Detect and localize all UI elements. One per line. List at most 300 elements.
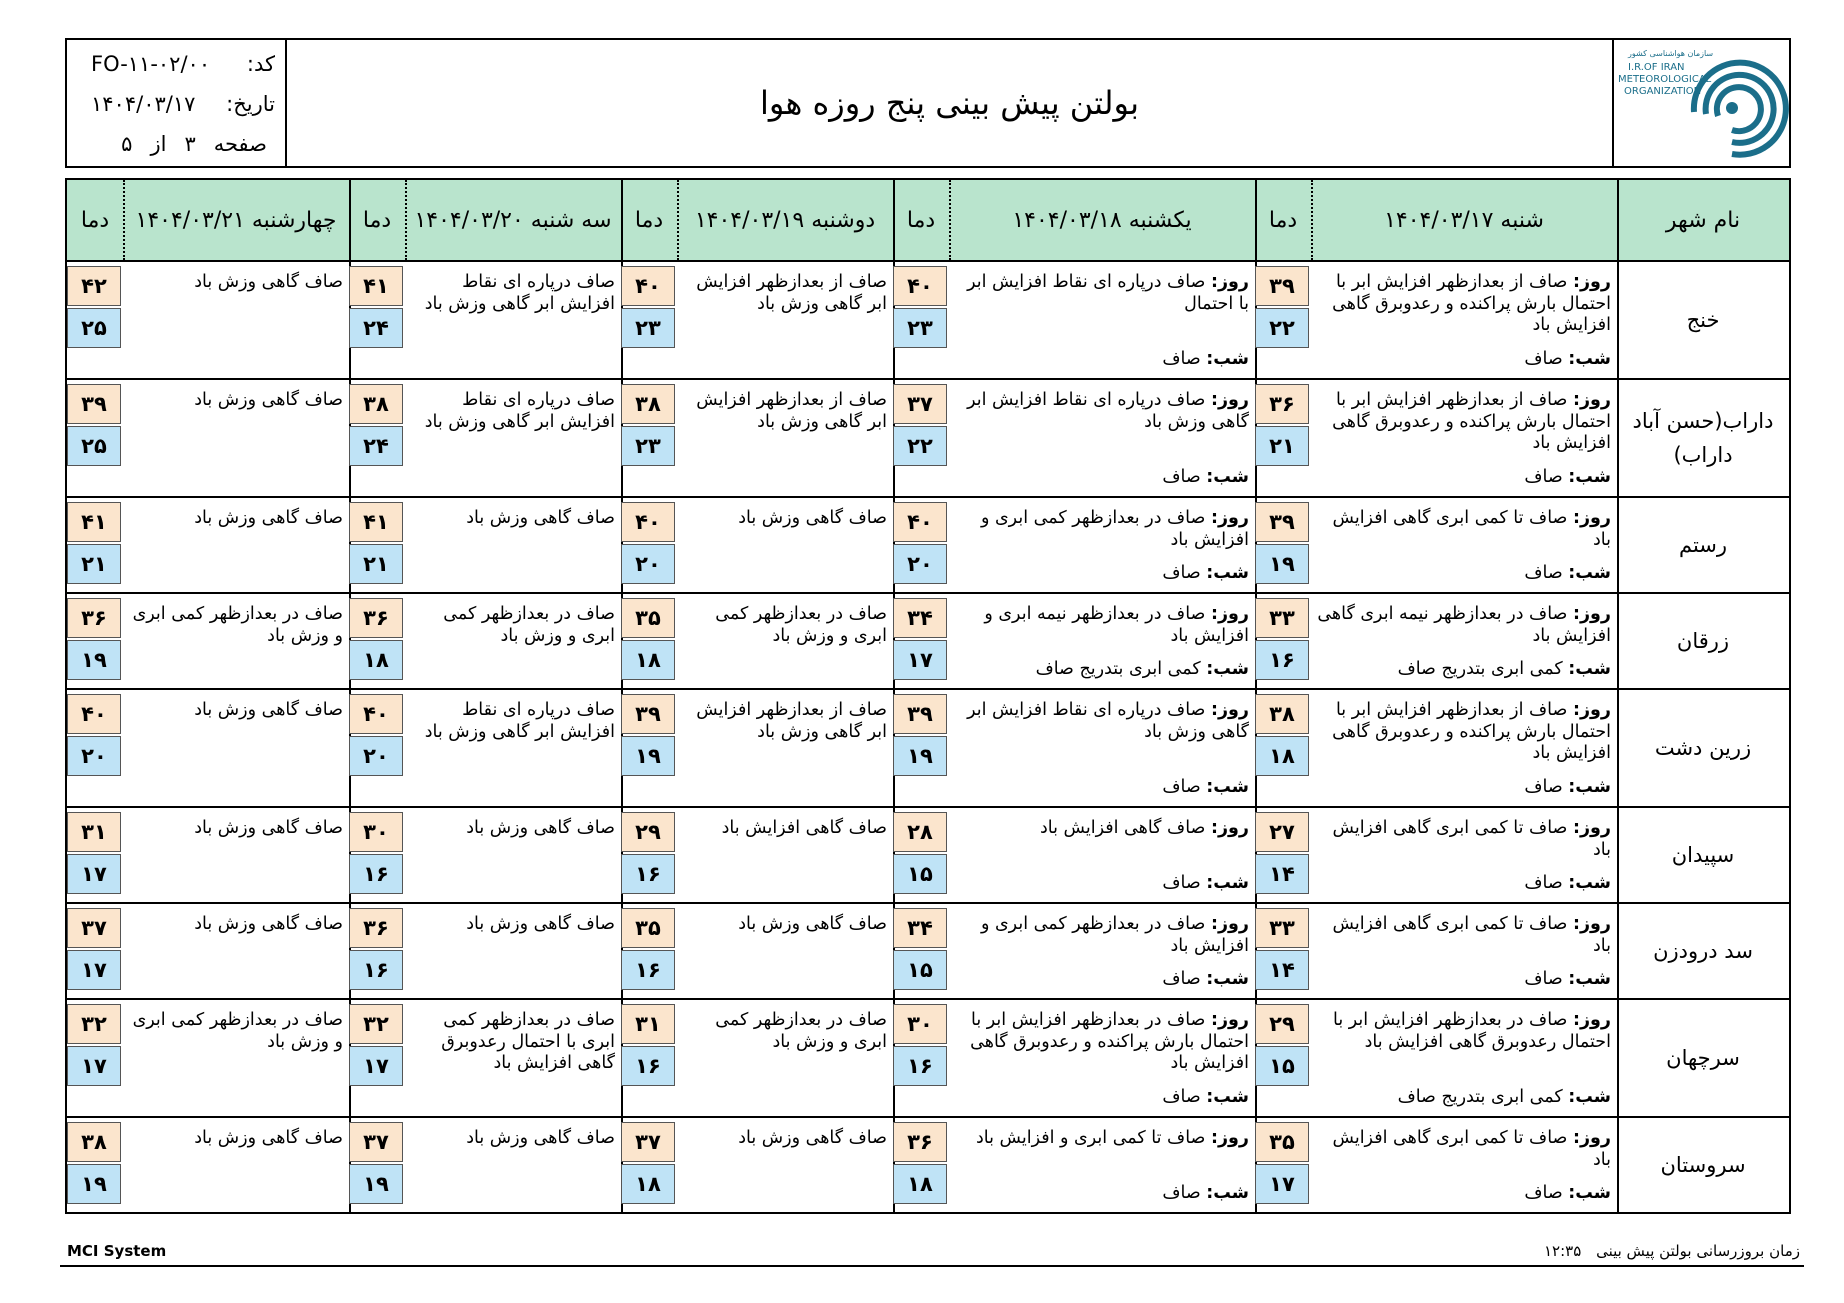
night-forecast — [953, 1087, 1249, 1109]
night-label: شب: — [1568, 562, 1611, 583]
min-temp: ۱۴ — [1255, 950, 1309, 990]
header-dotted-divider — [123, 180, 125, 260]
night-forecast — [1315, 1183, 1611, 1205]
day-label: روز: — [1572, 390, 1611, 410]
footer-update — [1544, 1242, 1800, 1260]
forecast-text: صاف درپاره ای نقاط افزایش ابر گاهی وزش باد — [424, 272, 615, 314]
row-divider — [1617, 498, 1619, 592]
page-of: از — [150, 132, 167, 156]
night-forecast — [953, 777, 1249, 799]
max-temp: ۴۰ — [621, 502, 675, 542]
max-temp: ۲۸ — [893, 812, 947, 852]
city-name: رستم — [1678, 533, 1728, 557]
day-forecast — [953, 914, 1249, 957]
night-forecast-text: صاف — [1524, 872, 1563, 893]
city-name: سرچهان — [1666, 1046, 1740, 1070]
header-temp: دما — [362, 207, 392, 233]
max-temp: ۳۵ — [621, 908, 675, 948]
max-temp: ۳۳ — [1255, 598, 1309, 638]
logo-text-iran: I.R.OF IRAN — [1628, 62, 1685, 73]
night-forecast-text: صاف — [1162, 1086, 1201, 1107]
night-label: شب: — [1568, 776, 1611, 797]
forecast-text: صاف گاهی وزش باد — [194, 390, 343, 410]
night-label: شب: — [1568, 968, 1611, 989]
max-temp: ۳۹ — [67, 384, 121, 424]
day-forecast — [1315, 508, 1611, 551]
day-forecast-text: صاف تا کمی ابری و افزایش باد — [975, 1128, 1206, 1148]
night-forecast-text: صاف — [1524, 776, 1563, 797]
code-row — [85, 52, 275, 76]
city-name: سد درودزن — [1653, 939, 1753, 963]
max-temp: ۴۲ — [67, 266, 121, 306]
forecast-text: صاف در بعدازظهر کمی ابری و وزش باد — [132, 1010, 343, 1052]
min-temp: ۱۶ — [621, 950, 675, 990]
night-label: شب: — [1568, 872, 1611, 893]
min-temp: ۱۹ — [893, 736, 947, 776]
day-forecast — [1315, 914, 1611, 957]
max-temp: ۳۰ — [893, 1004, 947, 1044]
night-forecast-text: صاف — [1524, 1182, 1563, 1203]
min-temp: ۲۰ — [67, 736, 121, 776]
day-label: روز: — [1210, 390, 1249, 410]
header-day-1: شنبه ۱۴۰۴/۰۳/۱۷ — [1384, 207, 1544, 233]
header-temp: دما — [80, 207, 110, 233]
max-temp: ۳۹ — [893, 694, 947, 734]
night-forecast-text: صاف — [1162, 466, 1201, 487]
night-forecast-text: صاف — [1524, 968, 1563, 989]
min-temp: ۱۴ — [1255, 854, 1309, 894]
day-label: روز: — [1210, 272, 1249, 292]
night-forecast — [953, 467, 1249, 489]
day-label: روز: — [1210, 1128, 1249, 1148]
row-divider — [1617, 262, 1619, 378]
night-forecast — [953, 349, 1249, 371]
table-row — [67, 594, 1789, 690]
forecast-text: صاف گاهی وزش باد — [194, 508, 343, 528]
page-indicator — [77, 132, 277, 156]
night-forecast-text: صاف — [1162, 968, 1201, 989]
document-meta — [67, 40, 287, 166]
header-dotted-divider — [677, 180, 679, 260]
night-forecast-text: صاف — [1162, 872, 1201, 893]
forecast-text: صاف در بعدازظهر کمی ابری با احتمال رعدوبرق گاهی افزایش باد — [441, 1010, 615, 1073]
max-temp: ۳۷ — [893, 384, 947, 424]
forecast-text: صاف گاهی وزش باد — [194, 700, 343, 720]
forecast-text: صاف گاهی وزش باد — [194, 818, 343, 838]
min-temp: ۲۰ — [893, 544, 947, 584]
night-forecast — [953, 873, 1249, 895]
day-forecast-text: صاف از بعدازظهر افزایش ابر با احتمال بارش پراکنده و رعدوبرق گاهی افزایش باد — [1332, 272, 1611, 335]
min-temp: ۱۷ — [67, 854, 121, 894]
header-temp: دما — [1268, 207, 1298, 233]
night-label: شب: — [1568, 348, 1611, 369]
forecast-text: صاف گاهی وزش باد — [194, 272, 343, 292]
forecast-text: صاف از بعدازظهر افزایش ابر گاهی وزش باد — [696, 272, 887, 314]
city-name: سپیدان — [1671, 843, 1735, 867]
forecast-text: صاف گاهی وزش باد — [466, 508, 615, 528]
min-temp: ۱۶ — [621, 854, 675, 894]
forecast-text: صاف درپاره ای نقاط افزایش ابر گاهی وزش باد — [424, 700, 615, 742]
night-forecast-text: صاف — [1524, 348, 1563, 369]
min-temp: ۱۶ — [349, 950, 403, 990]
table-row — [67, 1118, 1789, 1212]
header-dotted-divider — [949, 180, 951, 260]
day-label: روز: — [1210, 914, 1249, 934]
day-label: روز: — [1210, 604, 1249, 624]
max-temp: ۳۹ — [621, 694, 675, 734]
max-temp: ۳۶ — [893, 1122, 947, 1162]
page-title: بولتن پیش بینی پنج روزه هوا — [760, 84, 1139, 122]
day-forecast — [953, 818, 1249, 840]
max-temp: ۴۱ — [349, 502, 403, 542]
night-forecast — [1315, 349, 1611, 371]
page-total: ۵ — [121, 132, 133, 156]
max-temp: ۴۱ — [67, 502, 121, 542]
day-forecast — [953, 390, 1249, 433]
day-forecast-text: صاف تا کمی ابری گاهی افزایش باد — [1332, 508, 1611, 550]
max-temp: ۴۰ — [621, 266, 675, 306]
table-header — [67, 180, 1789, 262]
min-temp: ۱۸ — [621, 640, 675, 680]
day-forecast — [1315, 818, 1611, 861]
max-temp: ۳۸ — [1255, 694, 1309, 734]
day-forecast-text: صاف در بعدازظهر نیمه ابری گاهی افزایش باد — [1317, 604, 1611, 646]
night-label: شب: — [1206, 968, 1249, 989]
min-temp: ۲۴ — [349, 426, 403, 466]
date-label: تاریخ: — [226, 92, 275, 116]
day-forecast-text: صاف درپاره ای نقاط افزایش ابر گاهی وزش باد — [967, 700, 1249, 742]
forecast-text: صاف گاهی وزش باد — [738, 1128, 887, 1148]
day-forecast-text: صاف گاهی افزایش باد — [1039, 818, 1206, 838]
logo-emblem-icon — [1614, 40, 1789, 166]
min-temp: ۲۳ — [621, 308, 675, 348]
night-forecast-text: کمی ابری بتدریج صاف — [1035, 658, 1201, 679]
forecast-text: صاف در بعدازظهر کمی ابری و وزش باد — [715, 1010, 887, 1052]
day-label: روز: — [1572, 1128, 1611, 1148]
forecast-text: صاف در بعدازظهر کمی ابری و وزش باد — [715, 604, 887, 646]
city-name: داراب(حسن آباد داراب) — [1632, 409, 1774, 467]
header-divider — [349, 180, 351, 260]
footer-system: MCI System — [67, 1242, 167, 1260]
max-temp: ۴۰ — [349, 694, 403, 734]
min-temp: ۲۰ — [349, 736, 403, 776]
min-temp: ۲۱ — [1255, 426, 1309, 466]
min-temp: ۱۷ — [67, 950, 121, 990]
header-divider — [1255, 180, 1257, 260]
day-forecast-text: صاف در بعدازظهر افزایش ابر با احتمال رعدوبرق گاهی افزایش باد — [1333, 1010, 1611, 1052]
day-label: روز: — [1572, 700, 1611, 720]
forecast-text: صاف گاهی افزایش باد — [721, 818, 887, 838]
city-name: زرقان — [1676, 629, 1730, 653]
row-divider — [1617, 904, 1619, 998]
forecast-text: صاف درپاره ای نقاط افزایش ابر گاهی وزش باد — [424, 390, 615, 432]
max-temp: ۳۷ — [67, 908, 121, 948]
min-temp: ۱۶ — [621, 1046, 675, 1086]
max-temp: ۳۶ — [349, 908, 403, 948]
night-label: شب: — [1206, 466, 1249, 487]
night-forecast — [1315, 1087, 1611, 1109]
min-temp: ۱۶ — [893, 1046, 947, 1086]
table-row — [67, 1000, 1789, 1118]
max-temp: ۴۰ — [893, 502, 947, 542]
day-forecast-text: صاف درپاره ای نقاط افزایش ابر با احتمال — [967, 272, 1249, 314]
max-temp: ۳۶ — [1255, 384, 1309, 424]
day-forecast — [953, 1128, 1249, 1150]
night-forecast-text: صاف — [1162, 348, 1201, 369]
min-temp: ۱۹ — [1255, 544, 1309, 584]
day-forecast-text: صاف در بعدازظهر کمی ابری و افزایش باد — [980, 914, 1249, 956]
night-label: شب: — [1568, 658, 1611, 679]
city-name: خنج — [1686, 308, 1720, 332]
header-city: نام شهر — [1665, 207, 1741, 233]
day-label: روز: — [1572, 1010, 1611, 1030]
header-dotted-divider — [405, 180, 407, 260]
day-forecast-text: صاف از بعدازظهر افزایش ابر با احتمال بارش پراکنده و رعدوبرق گاهی افزایش باد — [1332, 700, 1611, 763]
day-label: روز: — [1572, 604, 1611, 624]
day-forecast — [1315, 1010, 1611, 1053]
min-temp: ۱۸ — [349, 640, 403, 680]
min-temp: ۲۴ — [349, 308, 403, 348]
row-divider — [1617, 808, 1619, 902]
day-label: روز: — [1572, 818, 1611, 838]
header-day-5: چهارشنبه ۱۴۰۴/۰۳/۲۱ — [135, 207, 337, 233]
organization-logo — [1612, 40, 1789, 166]
night-forecast — [1315, 873, 1611, 895]
night-forecast — [953, 659, 1249, 681]
max-temp: ۳۸ — [349, 384, 403, 424]
min-temp: ۱۹ — [349, 1164, 403, 1204]
header-divider — [1617, 180, 1619, 260]
max-temp: ۳۵ — [621, 598, 675, 638]
night-label: شب: — [1568, 1086, 1611, 1107]
night-label: شب: — [1206, 1182, 1249, 1203]
row-divider — [1617, 594, 1619, 688]
forecast-text: صاف گاهی وزش باد — [194, 914, 343, 934]
day-forecast-text: صاف در بعدازظهر کمی ابری و افزایش باد — [980, 508, 1249, 550]
header-temp: دما — [906, 207, 936, 233]
max-temp: ۳۹ — [1255, 502, 1309, 542]
day-label: روز: — [1572, 508, 1611, 528]
day-forecast — [953, 508, 1249, 551]
footer-update-label: زمان بروزرسانی بولتن پیش بینی — [1596, 1242, 1800, 1260]
min-temp: ۱۷ — [349, 1046, 403, 1086]
forecast-text: صاف گاهی وزش باد — [194, 1128, 343, 1148]
footer-divider — [60, 1265, 1804, 1267]
min-temp: ۱۹ — [67, 640, 121, 680]
max-temp: ۲۹ — [1255, 1004, 1309, 1044]
night-forecast — [1315, 467, 1611, 489]
max-temp: ۳۰ — [349, 812, 403, 852]
forecast-text: صاف گاهی وزش باد — [466, 818, 615, 838]
max-temp: ۳۴ — [893, 908, 947, 948]
max-temp: ۴۰ — [67, 694, 121, 734]
night-forecast — [1315, 659, 1611, 681]
max-temp: ۳۴ — [893, 598, 947, 638]
max-temp: ۳۶ — [67, 598, 121, 638]
code-label: کد: — [246, 52, 275, 76]
night-forecast — [1315, 563, 1611, 585]
min-temp: ۱۶ — [1255, 640, 1309, 680]
forecast-text: صاف از بعدازظهر افزایش ابر گاهی وزش باد — [696, 390, 887, 432]
max-temp: ۳۲ — [349, 1004, 403, 1044]
header-day-4: سه شنبه ۱۴۰۴/۰۳/۲۰ — [414, 207, 612, 233]
max-temp: ۲۷ — [1255, 812, 1309, 852]
night-label: شب: — [1206, 348, 1249, 369]
day-label: روز: — [1210, 1010, 1249, 1030]
day-forecast-text: صاف در بعدازظهر افزایش ابر با احتمال بارش پراکنده و رعدوبرق گاهی افزایش باد — [970, 1010, 1249, 1073]
max-temp: ۳۱ — [621, 1004, 675, 1044]
max-temp: ۳۶ — [349, 598, 403, 638]
night-label: شب: — [1206, 562, 1249, 583]
table-body — [67, 262, 1789, 1212]
night-forecast-text: صاف — [1162, 776, 1201, 797]
max-temp: ۳۲ — [67, 1004, 121, 1044]
day-forecast-text: صاف تا کمی ابری گاهی افزایش باد — [1332, 914, 1611, 956]
row-divider — [1617, 690, 1619, 806]
date-row — [85, 92, 275, 116]
header-day-2: یکشنبه ۱۴۰۴/۰۳/۱۸ — [1012, 207, 1192, 233]
logo-text-meteorological: METEOROLOGICAL — [1618, 74, 1712, 85]
night-label: شب: — [1568, 1182, 1611, 1203]
day-forecast — [1315, 604, 1611, 647]
min-temp: ۲۲ — [893, 426, 947, 466]
day-forecast-text: صاف درپاره ای نقاط افزایش ابر گاهی وزش باد — [967, 390, 1249, 432]
night-forecast-text: صاف — [1162, 562, 1201, 583]
min-temp: ۲۵ — [67, 308, 121, 348]
day-label: روز: — [1572, 272, 1611, 292]
min-temp: ۲۰ — [621, 544, 675, 584]
night-forecast-text: کمی ابری بتدریج صاف — [1397, 658, 1563, 679]
page-current: ۳ — [184, 132, 196, 156]
row-divider — [1617, 1000, 1619, 1116]
min-temp: ۱۸ — [621, 1164, 675, 1204]
logo-text-fa: سازمان هواشناسی کشور — [1628, 49, 1714, 58]
min-temp: ۱۹ — [67, 1164, 121, 1204]
table-row — [67, 380, 1789, 498]
night-forecast — [1315, 969, 1611, 991]
night-forecast-text: کمی ابری بتدریج صاف — [1397, 1086, 1563, 1107]
min-temp: ۲۳ — [621, 426, 675, 466]
day-forecast-text: صاف در بعدازظهر نیمه ابری و افزایش باد — [984, 604, 1249, 646]
page-word: صفحه — [213, 132, 267, 156]
table-row — [67, 690, 1789, 808]
min-temp: ۲۳ — [893, 308, 947, 348]
night-forecast — [1315, 777, 1611, 799]
min-temp: ۲۲ — [1255, 308, 1309, 348]
day-label: روز: — [1210, 700, 1249, 720]
header-dotted-divider — [1311, 180, 1313, 260]
night-label: شب: — [1206, 872, 1249, 893]
city-name: زرین دشت — [1654, 736, 1752, 760]
header-divider — [621, 180, 623, 260]
forecast-text: صاف از بعدازظهر افزایش ابر گاهی وزش باد — [696, 700, 887, 742]
forecast-text: صاف در بعدازظهر کمی ابری و وزش باد — [132, 604, 343, 646]
day-forecast — [1315, 700, 1611, 765]
min-temp: ۱۹ — [621, 736, 675, 776]
day-forecast — [1315, 1128, 1611, 1171]
forecast-text: صاف گاهی وزش باد — [738, 508, 887, 528]
night-forecast-text: صاف — [1524, 562, 1563, 583]
night-label: شب: — [1568, 466, 1611, 487]
table-row — [67, 808, 1789, 904]
city-name: سروستان — [1660, 1153, 1746, 1177]
max-temp: ۴۱ — [349, 266, 403, 306]
night-label: شب: — [1206, 1086, 1249, 1107]
min-temp: ۱۷ — [893, 640, 947, 680]
min-temp: ۲۵ — [67, 426, 121, 466]
header-day-3: دوشنبه ۱۴۰۴/۰۳/۱۹ — [694, 207, 876, 233]
day-label: روز: — [1210, 508, 1249, 528]
day-forecast — [953, 272, 1249, 315]
table-row — [67, 262, 1789, 380]
day-forecast — [953, 604, 1249, 647]
max-temp: ۳۱ — [67, 812, 121, 852]
max-temp: ۳۳ — [1255, 908, 1309, 948]
min-temp: ۲۱ — [67, 544, 121, 584]
day-forecast — [1315, 390, 1611, 455]
max-temp: ۲۹ — [621, 812, 675, 852]
row-divider — [1617, 380, 1619, 496]
max-temp: ۴۰ — [893, 266, 947, 306]
max-temp: ۳۷ — [349, 1122, 403, 1162]
min-temp: ۱۵ — [893, 854, 947, 894]
night-label: شب: — [1206, 776, 1249, 797]
night-label: شب: — [1206, 658, 1249, 679]
min-temp: ۱۷ — [67, 1046, 121, 1086]
forecast-table — [65, 178, 1791, 1214]
min-temp: ۱۸ — [1255, 736, 1309, 776]
logo-text-organization: ORGANIZATION — [1624, 86, 1702, 97]
table-row — [67, 498, 1789, 594]
min-temp: ۲۱ — [349, 544, 403, 584]
max-temp: ۳۹ — [1255, 266, 1309, 306]
night-forecast-text: صاف — [1162, 1182, 1201, 1203]
day-forecast-text: صاف تا کمی ابری گاهی افزایش باد — [1332, 1128, 1611, 1170]
forecast-text: صاف گاهی وزش باد — [466, 1128, 615, 1148]
bulletin-header — [65, 38, 1791, 168]
day-forecast — [1315, 272, 1611, 337]
code-value: FO-۱۱-۰۲/۰۰ — [91, 52, 211, 76]
min-temp: ۱۷ — [1255, 1164, 1309, 1204]
forecast-text: صاف گاهی وزش باد — [466, 914, 615, 934]
day-forecast-text: صاف تا کمی ابری گاهی افزایش باد — [1332, 818, 1611, 860]
footer-update-time: ۱۲:۳۵ — [1544, 1242, 1582, 1260]
min-temp: ۱۵ — [1255, 1046, 1309, 1086]
night-forecast — [953, 563, 1249, 585]
min-temp: ۱۸ — [893, 1164, 947, 1204]
max-temp: ۳۷ — [621, 1122, 675, 1162]
min-temp: ۱۵ — [893, 950, 947, 990]
day-forecast-text: صاف از بعدازظهر افزایش ابر با احتمال بارش پراکنده و رعدوبرق گاهی افزایش باد — [1332, 390, 1611, 453]
min-temp: ۱۶ — [349, 854, 403, 894]
header-temp: دما — [634, 207, 664, 233]
night-forecast-text: صاف — [1524, 466, 1563, 487]
row-divider — [1617, 1118, 1619, 1212]
day-forecast — [953, 700, 1249, 743]
day-forecast — [953, 1010, 1249, 1075]
night-forecast — [953, 969, 1249, 991]
night-forecast — [953, 1183, 1249, 1205]
forecast-text: صاف گاهی وزش باد — [738, 914, 887, 934]
table-row — [67, 904, 1789, 1000]
max-temp: ۳۸ — [67, 1122, 121, 1162]
day-label: روز: — [1572, 914, 1611, 934]
max-temp: ۳۸ — [621, 384, 675, 424]
header-divider — [893, 180, 895, 260]
max-temp: ۳۵ — [1255, 1122, 1309, 1162]
day-label: روز: — [1210, 818, 1249, 838]
forecast-text: صاف در بعدازظهر کمی ابری و وزش باد — [443, 604, 615, 646]
